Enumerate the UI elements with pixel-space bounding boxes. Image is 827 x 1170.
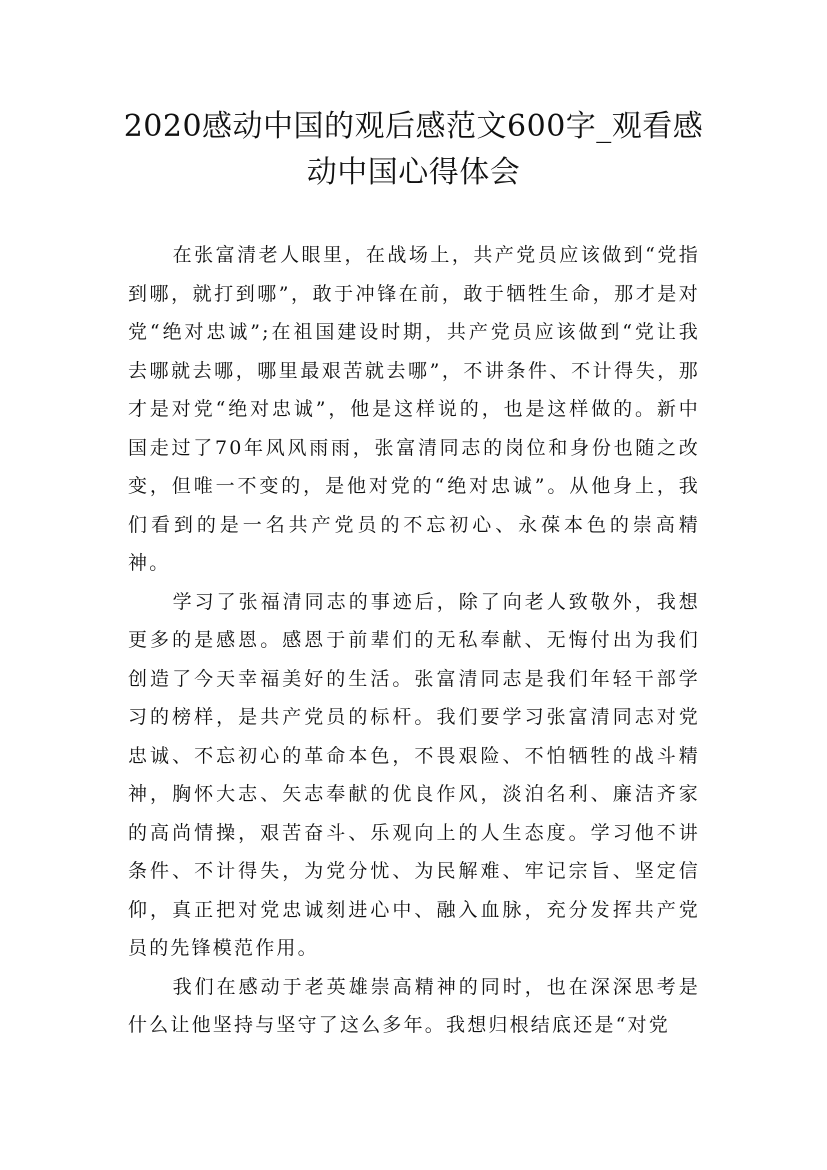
- document-body: [128, 236, 700, 1045]
- paragraph-3: 我们在感动于老英雄崇高精神的同时，也在深深思考是什么让他坚持与坚守了这么多年。我想归根结底还是“对党: [128, 975, 700, 1036]
- title-line-2: 动中国心得体会: [306, 155, 521, 190]
- paragraph-2: 学习了张福清同志的事迹后，除了向老人致敬外，我想更多的是感恩。感恩于前辈们的无私奉献、无悔付出为我们创造了今天幸福美好的生活。张富清同志是我们年轻干部学习的榜样，是共产党员的标杆。我们要学习张富清同志对党忠诚、不忘初心的革命本色，不畏艰险、不怕牺牲的战斗精神，胸怀大志、矢志奉献的优良作风，淡泊名利、廉洁齐家的高尚情操，艰苦奋斗、乐观向上的人生态度。学习他不讲条件、不计得失，为党分忧、为民解难、牢记宗旨、坚定信仰，真正把对党忠诚刻进心中、融入血脉，充分发挥共产党员的先锋模范作用。: [128, 590, 700, 959]
- title-line-1: 2020感动中国的观后感范文600字_观看感: [123, 109, 704, 144]
- document-title: [100, 104, 727, 196]
- paragraph-1: 在张富清老人眼里，在战场上，共产党员应该做到“党指到哪，就打到哪”，敢于冲锋在前，敢于牺牲生命，那才是对党“绝对忠诚”;在祖国建设时期，共产党员应该做到“党让我去哪就去哪，哪里最艰苦就去哪”，不讲条件、不计得失，那才是对党“绝对忠诚”，他是这样说的，也是这样做的。新中国走过了70年风风雨雨，张富清同志的岗位和身份也随之改变，但唯一不变的，是他对党的“绝对忠诚”。从他身上，我们看到的是一名共产党员的不忘初心、永葆本色的崇高精神。: [128, 244, 700, 574]
